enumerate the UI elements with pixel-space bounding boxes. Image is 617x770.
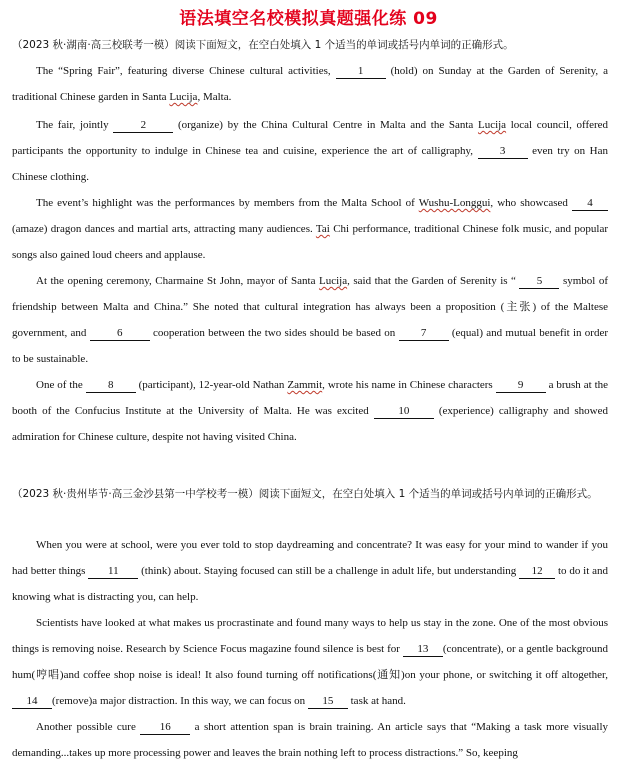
page-title: 语法填空名校模拟真题强化练 09 <box>179 9 438 29</box>
blank-2: 2 <box>113 118 173 133</box>
blank-16: 16 <box>140 720 190 735</box>
section1-paragraph-2: The fair, jointly 2 (organize) by the China Cultural Centre in Malta and the Santa Lucija local council, offered participants the opportunity to indulge in Chinese tea and cuisine, experience the art of calligraphy, 3 even try on Han Chinese clothing. <box>12 119 609 183</box>
section2-paragraph-2: Scientists have looked at what makes us procrastinate and found many ways to help us stay in the zone. One of the most obvious things is removing noise. Research by Science Focus magazine found silence is best for 13 (concentrate), or a gentle background hum(哼唱)and coffee shop noise is ideal! It also found turning off notifications(通知)on your phone, or switching it off altogether, 14 (remove)a major distraction. In this way, we can focus on 15 task at hand. <box>12 617 608 707</box>
section1-paragraph-4: At the opening ceremony, Charmaine St John, mayor of Santa Lucija, said that the Garden of Serenity is “ 5 symbol of friendship between Malta and China.” She noted that cultural integration has always been a proposition (主张) of the Maltese government, and 6 cooperation between the two sides should be based on 7 (equal) and mutual benefit in order to be sustainable. <box>12 275 609 365</box>
section1-intro: （2023 秋·湖南·高三校联考一模）阅读下面短文，在空白处填入 1 个适当的单词或括号内单词的正确形式。 <box>12 39 514 51</box>
section1-paragraph-3: The event’s highlight was the performances by members from the Malta School of Wushu-Longgui, who showcased 4 (amaze) dragon dances and martial arts, attracting many audiences. Tai Chi performance, traditional Chinese folk music, and popular songs also gained loud cheers and applause. <box>12 197 608 261</box>
blank-11: 11 <box>88 564 138 579</box>
section2-paragraph-1: When you were at school, were you ever told to stop daydreaming and concentrate? It was easy for your mind to wander if you had better things 11 (think) about. Staying focused can still be a challenge in adult life, but understanding 12 to do it and knowing what is distracting you, can help. <box>12 539 608 603</box>
blank-8: 8 <box>86 378 136 393</box>
blank-12: 12 <box>519 564 555 579</box>
section2-paragraph-3: Another possible cure 16 a short attention span is brain training. An article says that “Making a task more visually demanding...takes up more processing power and leaves the brain nothing left to process distractions.” So, keeping <box>12 721 609 759</box>
blank-14: 14 <box>12 694 52 709</box>
blank-10: 10 <box>374 404 434 419</box>
blank-6: 6 <box>90 326 150 341</box>
blank-3: 3 <box>478 144 528 159</box>
blank-5: 5 <box>519 274 559 289</box>
blank-4: 4 <box>572 196 608 211</box>
section2-intro: （2023 秋·贵州毕节·高三金沙县第一中学校考一模）阅读下面短文，在空白处填入 1 个适当的单词或括号内单词的正确形式。 <box>12 488 598 500</box>
section1-paragraph-5: One of the 8 (participant), 12-year-old Nathan Zammit, wrote his name in Chinese characters 9 a brush at the booth of the Confucius Institute at the University of Malta. He was excited 10 (experience) calligraphy and showed admiration for Chinese culture, despite not having visited China. <box>12 379 609 443</box>
blank-7: 7 <box>399 326 449 341</box>
section1-paragraph-1: The “Spring Fair”, featuring diverse Chinese cultural activities, 1 (hold) on Sunday at the Garden of Serenity, a traditional Chinese garden in Santa Lucija, Malta. <box>12 65 609 103</box>
blank-15: 15 <box>308 694 348 709</box>
blank-1: 1 <box>336 64 386 79</box>
blank-13: 13 <box>403 642 443 657</box>
blank-9: 9 <box>496 378 546 393</box>
